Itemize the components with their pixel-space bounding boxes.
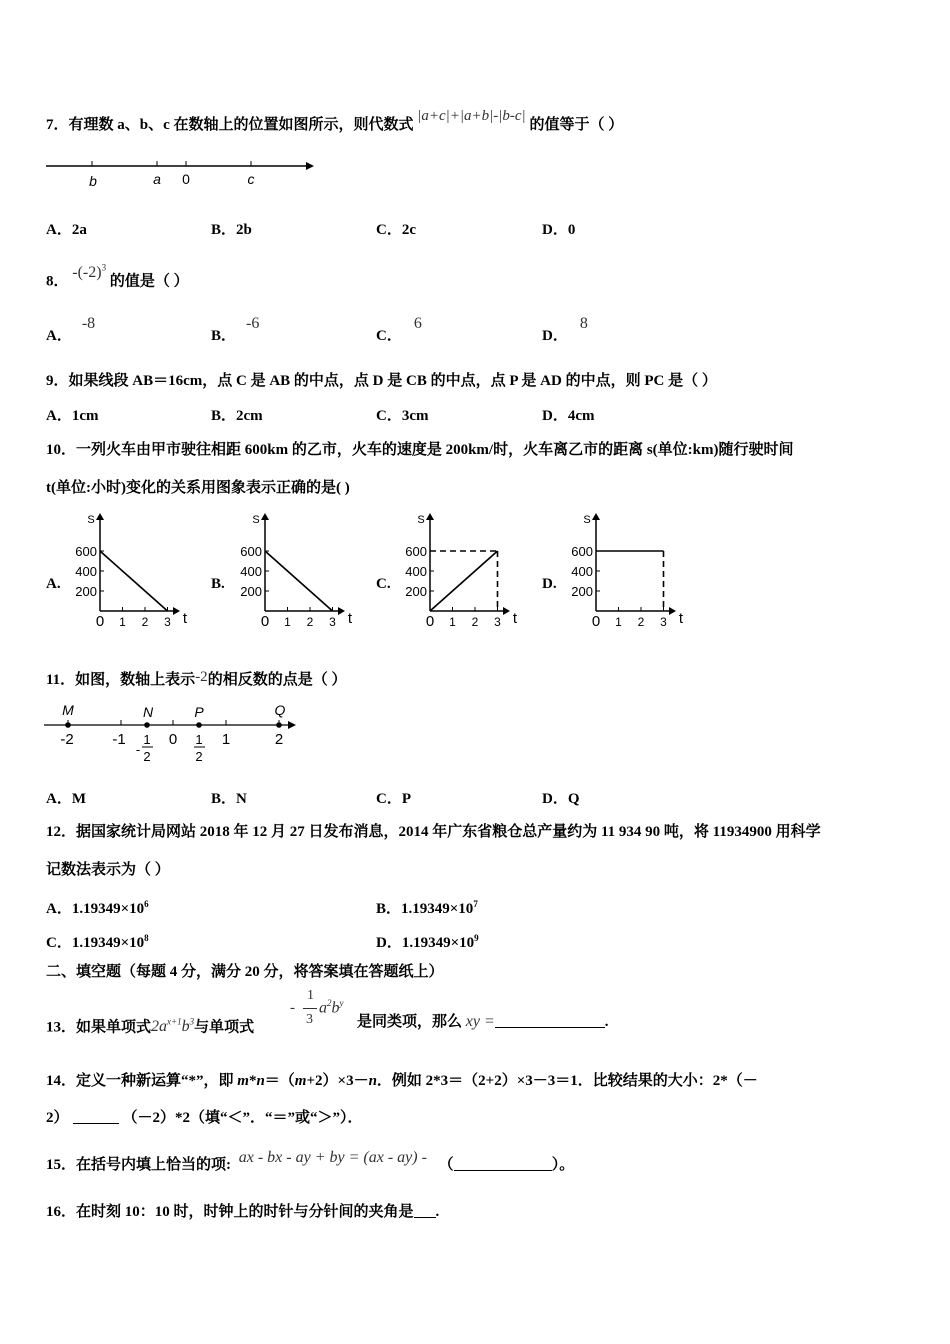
q12-option-a[interactable] [46,894,149,919]
y-tick-label: 600 [240,544,262,559]
series-line [265,551,333,611]
q14-answer-blank[interactable] [73,1109,119,1124]
q12-option-c-exp: 8 [144,933,149,943]
q13-frac-num: 1 [307,988,314,1003]
q8-option-d-letter: D． [542,328,568,344]
q13-mono1-base: 2a [151,1018,168,1036]
y-axis-arrow [261,513,269,520]
q12-option-d[interactable] [376,928,479,953]
y-tick-label: 200 [240,584,262,599]
x-tick-label: 0 [260,613,270,630]
q16-end: . [435,1204,440,1220]
q15-answer-blank[interactable] [454,1156,552,1171]
q12-option-d-exp: 9 [474,933,479,943]
q13-end: . [604,1014,609,1030]
x-tick-label: 3 [329,615,336,629]
q7-number-line [44,156,324,192]
q8-option-c-letter: C． [376,328,402,344]
q7-option-b[interactable]: B．2b [211,222,252,238]
q8-expression [72,264,106,281]
q7-axis-label-c: c [247,171,255,187]
q12-option-a-base: A．1.19349×10 [46,901,145,917]
q11-text-after: 的相反数的点是（ ） [207,672,347,688]
y-tick-label: 400 [405,564,427,579]
q11-neg-sign: - [135,742,141,757]
q7-expression: |a+c|+|a+b|-|b-c| [417,108,526,124]
q11-value: -2 [195,669,208,685]
x-axis-arrow [338,607,345,615]
q14-l1-a: 14．定义一种新运算“*”，即 [46,1073,238,1089]
x-tick-label: 2 [141,615,149,629]
q11-point-p: P [194,704,204,720]
q12-option-a-exp: 6 [144,899,149,909]
x-tick-label: 1 [615,615,622,629]
q8-number: 8． [46,273,69,290]
x-tick-label: 0 [95,613,105,630]
q9-option-a[interactable]: A．1cm [46,408,99,424]
q7-text-after: 的值等于（ ） [529,117,624,133]
q11-text-before: 11．如图，数轴上表示 [46,672,196,688]
q7-option-d[interactable]: D．0 [542,222,576,238]
x-tick-label: 1 [284,615,291,629]
y-axis-arrow [592,513,600,520]
q8-option-c[interactable] [376,315,422,346]
q13-neg-sign: - [290,1000,295,1016]
y-tick-label: 600 [405,544,427,559]
q9-option-c[interactable]: C．3cm [376,408,429,424]
x-tick-label: 0 [591,613,601,630]
x-tick-label: 1 [449,615,456,629]
x-tick-label: 1 [119,615,126,629]
q13-text-after: 是同类项，那么 [357,1014,463,1030]
y-axis-label: S [417,514,425,526]
q8-expr-base: -(-2) [72,264,102,282]
q8-stem [46,263,189,291]
q14-stem-line1 [46,1071,758,1091]
y-axis-arrow [96,513,104,520]
series-line [430,551,498,611]
q10-stem-line2: t(单位:小时)变化的关系用图象表示正确的是( ) [46,480,350,496]
q14-l1-star: * [248,1073,257,1089]
q11-tick-0: 0 [168,731,178,748]
q14-l2-a: 2） [46,1110,69,1126]
q13-text-before: 13．如果单项式 [46,1019,152,1036]
q8-option-d[interactable] [542,315,588,346]
q11-tick-neg1: -1 [112,731,126,748]
q9-option-d[interactable]: D．4cm [542,408,595,424]
q11-point-q: Q [274,702,286,718]
q15-paren-close: ）。 [551,1157,575,1173]
y-tick-label: 400 [571,564,593,579]
q11-frac-pos-den: 2 [195,749,203,764]
q12-option-c-base: C．1.19349×10 [46,935,145,951]
q14-stem-line2 [46,1108,363,1128]
q11-tick-1: 1 [221,731,231,748]
x-tick-label: 3 [494,615,501,629]
q11-option-a[interactable]: A．M [46,791,86,807]
q9-stem: 9．如果线段 AB＝16cm，点 C 是 AB 的中点，点 D 是 CB 的中点，点 P 是 AD 的中点，则 PC 是（ ） [46,373,717,389]
q8-option-c-value: 6 [413,315,422,332]
q8-option-a[interactable] [46,315,96,346]
q7-option-a[interactable]: A．2a [46,222,87,238]
x-axis-arrow [173,607,180,615]
q11-option-b[interactable]: B．N [211,791,247,807]
q8-option-b-letter: B． [211,328,237,344]
q12-stem-line1: 12．据国家统计局网站 2018 年 12 月 27 日发布消息，2014 年广东省粮仓总产量约为 11 934 90 吨，将 11934900 用科学 [46,824,821,840]
q11-number-line [42,700,312,768]
q15-expression: ax - bx - ay + by = (ax - ay) - [238,1149,427,1166]
x-axis-label: t [678,610,684,627]
q13-monomial-2 [290,988,350,1038]
q14-l1-m: m [237,1073,249,1089]
q10-option-a-letter[interactable]: A. [46,576,61,592]
y-tick-label: 400 [75,564,97,579]
x-axis-label: t [182,610,188,627]
q7-axis-label-0: 0 [182,171,190,187]
q12-option-c[interactable] [46,928,149,953]
q11-option-c[interactable]: C．P [376,791,411,807]
q11-point-m: M [62,702,74,718]
q13-stem-tail [357,1012,609,1032]
q11-frac-neg-num: 1 [143,732,151,747]
y-tick-label: 200 [405,584,427,599]
q11-option-d[interactable]: D．Q [542,791,580,807]
q13-monomial-1 [151,1018,194,1035]
q10-stem-line1: 10．一列火车由甲市驶往相距 600km 的乙市，火车的速度是 200km/时，火车离乙市的距离 s(单位:km)随行驶时间 [46,442,794,458]
x-tick-label: 2 [637,615,645,629]
q15-paren-open: （ [438,1157,454,1173]
q7-axis-label-b: b [89,173,97,189]
x-tick-label: 2 [306,615,314,629]
q14-l1-n2: n [368,1073,377,1089]
q14-l1-e: ．例如 2*3＝（2+2）×3－3＝1．比较结果的大小：2*（－ [376,1073,758,1089]
q14-l1-d: +2）×3－ [306,1073,369,1089]
x-axis-label: t [347,610,353,627]
q13-mono1-b-exp: 3 [189,1017,195,1027]
q11-tick-neg2: -2 [60,731,74,748]
q10-option-c-letter[interactable]: C. [376,576,391,592]
q13-mono1-exp: x+1 [167,1017,182,1027]
q11-tick-2: 2 [274,731,284,748]
y-axis-label: S [583,514,591,526]
q7-stem [46,108,624,135]
q10-chart-a[interactable] [68,505,198,635]
x-tick-label: 2 [471,615,479,629]
q11-frac-neg-den: 2 [143,749,151,764]
q10-chart-d[interactable] [564,505,694,635]
q10-chart-c[interactable] [398,505,528,635]
q10-chart-b[interactable] [233,505,363,635]
q15-text: 15．在括号内填上恰当的项: [46,1157,231,1173]
q8-option-a-letter: A． [46,328,72,344]
q8-option-d-value: 8 [579,315,588,332]
q14-l1-m2: m [294,1073,307,1089]
q13-answer-blank[interactable] [495,1013,605,1028]
q13-mono1-b: b [181,1018,190,1036]
q12-option-d-base: D．1.19349×10 [376,935,475,951]
q13-stem [46,1012,254,1037]
y-tick-label: 200 [75,584,97,599]
q16-text: 16．在时刻 10：10 时，时钟上的时针与分针间的夹角是 [46,1204,414,1220]
q12-option-b[interactable] [376,894,478,919]
q7-option-c[interactable]: C．2c [376,222,416,238]
q13-text-mid: 与单项式 [194,1019,255,1036]
x-tick-label: 3 [164,615,171,629]
q13-mono2-base: a [319,999,327,1017]
y-axis-label: S [252,514,260,526]
q8-option-a-value: -8 [81,315,96,332]
section-2-heading: 二、填空题（每题 4 分，满分 20 分，将答案填在答题纸上） [46,964,444,980]
x-tick-label: 3 [660,615,667,629]
y-tick-label: 400 [240,564,262,579]
x-axis-label: t [512,610,518,627]
y-tick-label: 600 [571,544,593,559]
x-axis-arrow [669,607,676,615]
q10-option-b-letter[interactable]: B. [211,576,225,592]
q15-stem [46,1149,575,1175]
q8-text-after: 的值是（ ） [109,273,189,290]
q7-axis-label-a: a [153,171,161,187]
q8-expr-exp: 3 [101,263,107,273]
q12-option-b-exp: 7 [473,899,478,909]
y-axis-label: S [87,514,95,526]
q13-mono2-b-exp: y [339,998,344,1008]
q14-l2-b: （－2）*2（填“＜”．“＝”或“＞”）． [122,1110,363,1126]
q13-frac-bar [303,1008,317,1009]
y-axis-arrow [426,513,434,520]
q13-mono2-b: b [331,999,340,1017]
q8-option-b[interactable] [211,315,260,346]
q11-stem [46,670,346,690]
q16-stem [46,1202,439,1222]
y-tick-label: 600 [75,544,97,559]
y-tick-label: 200 [571,584,593,599]
q16-answer-blank[interactable] [414,1203,436,1218]
q13-frac-den: 3 [306,1012,313,1027]
q11-point-n: N [142,704,154,720]
q13-xy: xy = [465,1013,495,1030]
q12-stem-line2: 记数法表示为（ ） [46,862,170,878]
q9-option-b[interactable]: B．2cm [211,408,263,424]
q12-option-b-base: B．1.19349×10 [376,901,474,917]
q8-option-b-value: -6 [246,315,260,332]
x-axis-arrow [503,607,510,615]
q13-mono2-exp: 2 [327,998,332,1008]
q7-text-before: 7．有理数 a、b、c 在数轴上的位置如图所示，则代数式 [46,117,414,133]
x-tick-label: 0 [425,613,435,630]
q10-option-d-letter[interactable]: D. [542,576,557,592]
q14-l1-c: ＝（ [264,1073,295,1089]
series-line [100,551,168,611]
q11-frac-pos-num: 1 [195,732,203,747]
q14-l1-n: n [256,1073,265,1089]
